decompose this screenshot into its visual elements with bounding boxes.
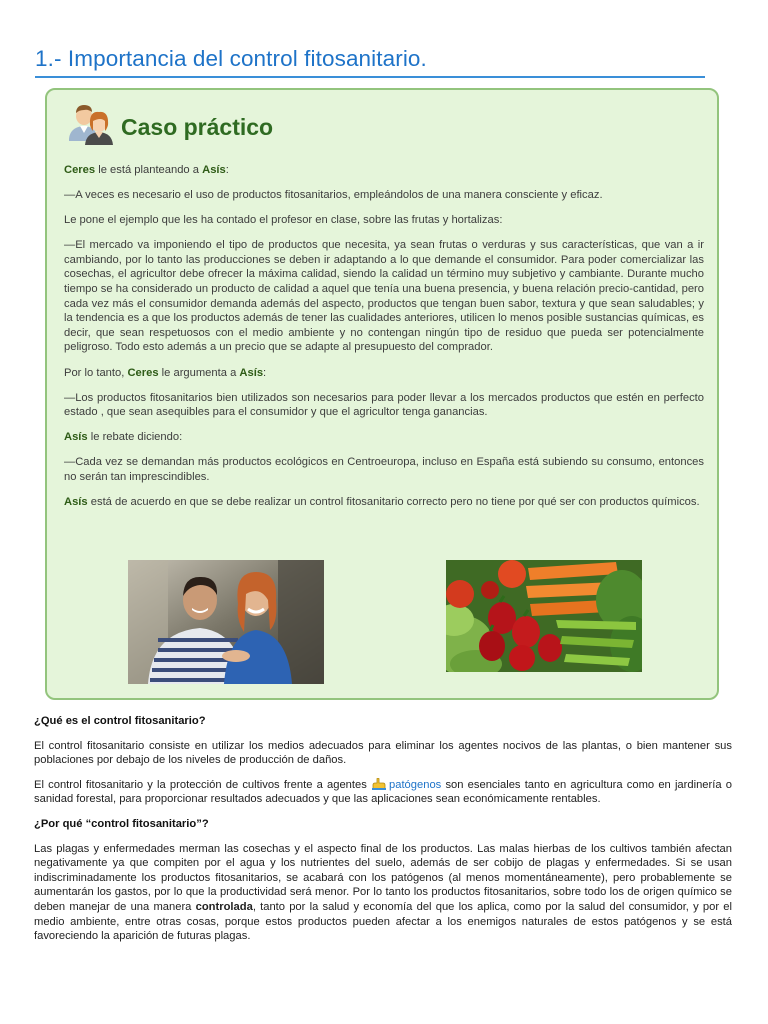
paragraph: Las plagas y enfermedades merman las cosechas y el aspecto final de los productos. Las malas hierbas de los cultivos también afectan negativamente ya que compiten por el agua y los nutrientes del suelo, además de ser cobijo de plagas y enfermedades. Si se usan indiscriminadamente los productos fitosanitarios, se acabará con los patógenos (al menos momentáneamente), pero probablemente se aumentarán los gastos, por lo que la productividad será menor. Por lo tanto los productos fitosanitarios, sobre todo los de origen químico se deben manejar de una manera controlada, tanto por la salud y economía del que los aplica, como por la salud del consumidor, y por el medio ambiente, entre otras cosas, porque estos productos pueden afectar a los enemigos naturales de estos patógenos y se está favoreciendo la aparición de futuras plagas. (34, 842, 732, 943)
case-study-text (64, 163, 704, 520)
hand-pointer-icon[interactable] (371, 778, 387, 790)
two-people-icon (67, 103, 115, 145)
character-name: Asís (64, 431, 88, 444)
paragraph: El control fitosanitario consiste en utilizar los medios adecuados para eliminar los agentes nocivos de las plantas, o bien mantener sus poblaciones por debajo de los niveles de producción de daños. (34, 739, 732, 767)
case-study-title: Caso práctico (121, 113, 274, 140)
section-heading: ¿Por qué “control fitosanitario”? (34, 817, 209, 830)
character-name: Ceres (127, 366, 159, 379)
case-paragraph: Asís le rebate diciendo: (64, 431, 183, 444)
character-name: Asís (64, 496, 88, 509)
case-paragraph: Ceres le está planteando a Asís: (64, 164, 229, 176)
vegetables-photo (446, 560, 642, 672)
case-study-header (67, 102, 273, 146)
page-title: 1.- Importancia del control fitosanitario. (35, 42, 705, 78)
case-paragraph: Le pone el ejemplo que les ha contado el profesor en clase, sobre las frutas y hortalizas: (64, 214, 503, 227)
case-paragraph: Por lo tanto, Ceres le argumenta a Asís: (64, 366, 267, 379)
character-name: Asís (239, 366, 264, 379)
case-paragraph: —El mercado va imponiendo el tipo de productos que necesita, ya sean frutas o verduras y sus características, que van a ir cambiando, por lo tanto las producciones se deben ir adaptando a lo que demande el consumidor. Para poder comercializar las cosechas, el agricultor debe ofrecer la máxima calidad, siendo la calidad un término muy subjetivo y cambiante. Durante mucho tiempo se ha considerado un producto de calidad a aquel que tenía una buena presencia, y buena relación precio-cantidad, pero cada vez más el consumidor demanda además del aspecto, productos que tengan buen sabor, textura y que sean saludables; y la tendencia es a que los productos además de tener las cualidades anteriores, utilicen lo menos posible sustancias químicas, es decir, que sean respetuosos con el medio ambiente y no contengan ningún tipo de residuo que pueda ser potencialmente peligroso. Todo esto además a un precio que se adapte al presupuesto del comprador. (64, 239, 704, 354)
students-photo (128, 560, 324, 684)
emphasis: controlada (195, 900, 253, 913)
main-content (34, 714, 732, 954)
section-heading: ¿Qué es el control fitosanitario? (34, 715, 206, 727)
character-name: Asís (202, 164, 226, 176)
case-paragraph: —Cada vez se demandan más productos ecológicos en Centroeuropa, incluso en España está subiendo su consumo, entonces no serán tan imprescindibles. (64, 456, 704, 483)
character-name: Ceres (64, 164, 96, 176)
case-paragraph: —A veces es necesario el uso de productos fitosanitarios, empleándolos de una manera consciente y eficaz. (64, 189, 603, 202)
case-study-box (45, 88, 719, 700)
paragraph: El control fitosanitario y la protección de cultivos frente a agentes patógenos son esenciales tanto en agricultura como en jardinería o sanidad forestal, para proporcionar resultados adecuados y que las aplicaciones sean económicamente rentables. (34, 778, 732, 806)
case-paragraph: Asís está de acuerdo en que se debe realizar un control fitosanitario correcto pero no tiene por qué ser con productos químicos. (64, 496, 700, 509)
glossary-link-patogenos[interactable]: patógenos (389, 778, 442, 791)
case-paragraph: —Los productos fitosanitarios bien utilizados son necesarios para poder llevar a los mercados productos que estén en perfecto estado , que sean asequibles para el consumidor y que el agricultor tenga ganancias. (64, 391, 704, 419)
